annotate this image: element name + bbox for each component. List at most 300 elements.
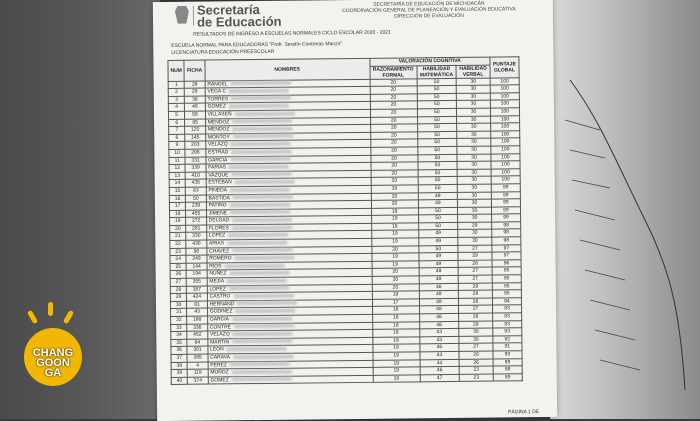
row-puntaje: 91 [493, 343, 522, 351]
row-puntaje: 100 [491, 146, 520, 154]
name-text: VILLASEÑ [207, 111, 232, 118]
row-puntaje: 95 [492, 275, 521, 283]
row-matematica: 50 [418, 245, 458, 253]
row-ficha: 85 [185, 119, 205, 127]
results-table [167, 56, 522, 385]
row-ficha: 4 [187, 362, 207, 370]
row-matematica: 49 [419, 253, 459, 261]
row-matematica: 50 [417, 124, 457, 132]
row-ficha: 194 [187, 270, 207, 278]
row-razonamiento: 19 [373, 367, 420, 375]
row-verbal: 30 [457, 169, 491, 177]
row-puntaje: 89 [493, 374, 522, 382]
row-verbal: 23 [459, 366, 493, 374]
row-ficha: 119 [188, 369, 208, 377]
row-razonamiento: 20 [372, 276, 419, 284]
row-puntaje: 100 [490, 93, 519, 101]
row-ficha: 272 [186, 217, 206, 225]
row-num: 10 [169, 149, 185, 157]
name-text: HERNAND [209, 301, 235, 308]
row-ficha: 58 [185, 111, 205, 119]
brand-title [196, 1, 282, 30]
row-verbal: 30 [457, 116, 491, 124]
row-ficha: 239 [186, 202, 206, 210]
row-razonamiento: 19 [372, 253, 419, 261]
row-puntaje: 100 [490, 85, 519, 93]
redacted-name [232, 248, 292, 253]
row-puntaje: 89 [493, 358, 522, 366]
row-puntaje: 98 [492, 229, 521, 237]
row-puntaje: 95 [492, 290, 521, 298]
row-matematica: 50 [418, 215, 458, 223]
row-matematica: 50 [418, 184, 458, 192]
redacted-name [229, 104, 289, 109]
row-verbal: 30 [457, 138, 491, 146]
row-puntaje: 93 [493, 328, 522, 336]
row-num: 18 [169, 210, 185, 218]
row-ficha: 145 [185, 134, 205, 142]
row-ficha: 28 [185, 81, 205, 89]
col-num: NUM [168, 60, 185, 81]
row-num: 33 [171, 324, 187, 332]
school-name: ESCUELA NORMAL PARA EDUCADORAS "Profr. Serafín Contreras Manzo" [171, 41, 343, 49]
col-puntaje: PUNTAJE GLOBAL [490, 57, 519, 78]
institution-line: COORDINACIÓN GENERAL DE PLANEACIÓN Y EVALUACIÓN EDUCATIVA [342, 6, 516, 15]
row-matematica: 46 [419, 313, 459, 321]
row-puntaje: 100 [490, 77, 519, 85]
name-text: LOPEZ [209, 285, 226, 293]
row-matematica: 50 [418, 177, 458, 185]
row-num: 15 [169, 187, 185, 195]
row-ficha: 455 [186, 210, 206, 218]
redacted-name [230, 271, 290, 276]
row-razonamiento: 20 [370, 78, 417, 86]
row-verbal: 26 [459, 359, 493, 367]
row-ficha: 330 [186, 233, 206, 241]
name-text: DELGAD [208, 217, 230, 224]
row-num: 25 [170, 263, 186, 271]
row-matematica: 50 [418, 207, 458, 215]
row-matematica: 49 [419, 298, 459, 306]
redacted-name [229, 202, 289, 207]
row-matematica: 50 [417, 139, 457, 147]
row-matematica: 46 [419, 321, 459, 329]
name-text: MENDOZ [207, 118, 230, 126]
row-matematica: 50 [417, 116, 457, 124]
name-text: CONTRE [209, 323, 232, 331]
row-verbal: 23 [459, 374, 493, 382]
redacted-name [231, 149, 291, 154]
row-matematica: 48 [419, 268, 459, 276]
row-puntaje: 99 [491, 191, 520, 199]
row-ficha: 64 [187, 339, 207, 347]
redacted-name [224, 263, 284, 268]
row-razonamiento: 19 [371, 208, 418, 216]
row-razonamiento: 19 [371, 238, 418, 246]
row-matematica: 49 [419, 260, 459, 268]
row-razonamiento: 20 [370, 101, 417, 109]
redacted-name [235, 180, 295, 185]
row-matematica: 49 [418, 237, 458, 245]
row-razonamiento: 20 [371, 177, 418, 185]
redacted-name [233, 294, 293, 299]
name-text: PINEDA [208, 187, 228, 194]
results-table-body [168, 77, 522, 384]
row-verbal: 30 [457, 100, 491, 108]
redacted-name [233, 332, 293, 337]
row-matematica: 46 [420, 367, 460, 375]
redacted-name [233, 134, 293, 139]
row-num: 14 [169, 180, 185, 188]
row-verbal: 30 [457, 146, 491, 154]
row-puntaje: 100 [491, 153, 520, 161]
row-puntaje: 100 [491, 131, 520, 139]
row-ficha: 144 [186, 263, 206, 271]
degree-name: LICENCIATURA EDUCACIÓN PREESCOLAR [171, 48, 275, 56]
row-puntaje: 92 [493, 336, 522, 344]
row-matematica: 43 [419, 329, 459, 337]
row-puntaje: 93 [493, 320, 522, 328]
name-text: VELAZQ [209, 331, 230, 338]
row-razonamiento: 19 [373, 375, 420, 383]
row-matematica: 50 [417, 86, 457, 94]
row-verbal: 30 [457, 108, 491, 116]
row-ficha: 43 [187, 308, 207, 316]
name-text: VELAZQ [207, 141, 228, 148]
redacted-name [230, 187, 290, 192]
row-puntaje: 99 [491, 206, 520, 214]
row-puntaje: 99 [491, 214, 520, 222]
row-razonamiento: 19 [371, 215, 418, 223]
row-num: 36 [171, 347, 187, 355]
name-text: CHAVEZ [209, 247, 230, 255]
institution-line: SECRETARÍA DE EDUCACIÓN DE MICHOACÁN [373, 0, 485, 8]
name-text: MENDOZ [207, 126, 230, 133]
row-num: 40 [171, 377, 187, 385]
name-text: CARAVA [210, 354, 231, 361]
row-razonamiento: 18 [372, 306, 419, 314]
row-ficha: 296 [185, 149, 205, 157]
name-text: MONTOY [207, 134, 230, 141]
name-text: VAZQUE [208, 172, 229, 179]
row-puntaje: 100 [491, 138, 520, 146]
row-num: 2 [168, 88, 184, 96]
row-num: 1 [168, 81, 184, 89]
row-matematica: 49 [418, 200, 458, 208]
row-razonamiento: 17 [372, 299, 419, 307]
row-verbal: 30 [458, 192, 492, 200]
row-razonamiento: 20 [371, 162, 418, 170]
row-num: 12 [169, 164, 185, 172]
row-ficha: 50 [186, 195, 206, 203]
row-razonamiento: 20 [370, 109, 417, 117]
redacted-name [237, 301, 297, 306]
redacted-name [230, 157, 290, 162]
brand-title-top: Secretaría [196, 1, 260, 18]
row-matematica: 46 [419, 344, 459, 352]
row-razonamiento: 18 [372, 321, 419, 329]
row-verbal: 30 [457, 123, 491, 131]
row-num: 29 [170, 293, 186, 301]
row-verbal: 29 [458, 252, 492, 260]
row-verbal: 30 [457, 176, 491, 184]
row-ficha: 120 [185, 126, 205, 134]
row-num: 34 [171, 331, 187, 339]
row-matematica: 48 [419, 275, 459, 283]
row-ficha: 331 [185, 157, 205, 165]
row-num: 6 [169, 119, 185, 127]
row-num: 4 [168, 104, 184, 112]
redacted-name [232, 225, 292, 230]
redacted-name [232, 126, 292, 131]
redacted-name [232, 377, 292, 382]
redacted-name [229, 89, 289, 94]
row-ficha: 46 [185, 103, 205, 111]
redacted-name [231, 96, 291, 101]
row-matematica: 46 [419, 283, 459, 291]
row-ficha: 301 [187, 346, 207, 354]
row-matematica: 47 [420, 374, 460, 382]
row-num: 16 [169, 195, 185, 203]
name-text: RANGEL [207, 80, 228, 88]
redacted-name [227, 240, 287, 245]
row-puntaje: 93 [492, 305, 521, 313]
brand-title-bottom: de Educación [196, 13, 282, 30]
row-num: 11 [169, 157, 185, 165]
row-matematica: 50 [418, 222, 458, 230]
row-ficha: 355 [187, 278, 207, 286]
row-verbal: 28 [458, 260, 492, 268]
name-text: BASTIDA [208, 194, 230, 202]
state-seal-icon [175, 6, 189, 24]
name-text: LOPEZ [208, 232, 226, 239]
row-ficha: 188 [187, 316, 207, 324]
row-matematica: 43 [420, 351, 460, 359]
name-text: ARIAS [208, 240, 225, 247]
row-num: 17 [169, 202, 185, 210]
row-razonamiento: 20 [370, 94, 417, 102]
row-verbal: 29 [459, 313, 493, 321]
row-num: 8 [169, 134, 185, 142]
name-text: JIMENE [208, 210, 228, 217]
row-verbal: 30 [458, 230, 492, 238]
row-ficha: 374 [188, 377, 208, 385]
row-ficha: 29 [185, 88, 205, 96]
row-num: 3 [168, 96, 184, 104]
row-verbal: 30 [457, 184, 491, 192]
row-verbal: 30 [457, 131, 491, 139]
row-verbal: 27 [459, 343, 493, 351]
institution-lines [319, 0, 539, 20]
row-ficha: 336 [187, 324, 207, 332]
changoonga-watermark-logo: CHANG GOON GA [18, 292, 86, 412]
row-razonamiento: 19 [371, 185, 418, 193]
row-num: 39 [171, 369, 187, 377]
row-razonamiento: 20 [370, 86, 417, 94]
row-verbal: 30 [456, 85, 490, 93]
row-num: 23 [170, 248, 186, 256]
redacted-name [228, 233, 288, 238]
row-puntaje: 98 [492, 237, 521, 245]
row-razonamiento: 19 [371, 230, 418, 238]
row-matematica: 50 [417, 101, 457, 109]
redacted-name [229, 286, 289, 291]
row-matematica: 48 [419, 291, 459, 299]
row-puntaje: 95 [492, 267, 521, 275]
name-text: ROMERO [209, 255, 232, 262]
row-num: 22 [170, 240, 186, 248]
row-razonamiento: 18 [373, 337, 420, 345]
row-num: 27 [170, 278, 186, 286]
row-razonamiento: 20 [371, 154, 418, 162]
redacted-name [233, 354, 293, 359]
row-ficha: 81 [187, 301, 207, 309]
row-ficha: 452 [187, 331, 207, 339]
row-puntaje: 94 [492, 298, 521, 306]
name-text: GOMEZ [207, 103, 226, 110]
name-text: ESTRAD [208, 149, 229, 156]
row-verbal: 30 [458, 207, 492, 215]
row-razonamiento: 20 [371, 170, 418, 178]
row-ficha: 424 [187, 293, 207, 301]
row-verbal: 30 [458, 237, 492, 245]
row-razonamiento: 18 [372, 329, 419, 337]
row-verbal: 29 [459, 283, 493, 291]
row-verbal: 29 [458, 222, 492, 230]
row-num: 9 [169, 142, 185, 150]
col-valoracion: VALORACIÓN COGNITIVA [370, 57, 490, 66]
row-num: 31 [171, 309, 187, 317]
page-number: PÁGINA 1 DE [507, 409, 540, 416]
row-puntaje: 98 [491, 222, 520, 230]
redacted-name [235, 256, 295, 261]
row-puntaje: 100 [491, 168, 520, 176]
redacted-name [227, 347, 287, 352]
row-puntaje: 97 [492, 252, 521, 260]
row-puntaje: 97 [492, 244, 521, 252]
row-ficha: 435 [186, 179, 206, 187]
row-puntaje: 100 [491, 176, 520, 184]
name-text: PEREZ [210, 361, 227, 369]
row-matematica: 43 [419, 336, 459, 344]
row-num: 7 [169, 126, 185, 134]
name-text: MARTIN [210, 339, 230, 346]
row-puntaje: 100 [490, 108, 519, 116]
name-text: ESTEBAN [208, 179, 232, 186]
redacted-name [232, 119, 292, 124]
row-verbal: 30 [459, 336, 493, 344]
name-text: RIOS [209, 263, 222, 270]
row-num: 13 [169, 172, 185, 180]
row-ficha: 339 [185, 164, 205, 172]
row-razonamiento: 19 [372, 261, 419, 269]
redacted-name [229, 164, 289, 169]
row-matematica: 50 [418, 169, 458, 177]
row-ficha: 430 [186, 240, 206, 248]
row-num: 35 [171, 339, 187, 347]
row-num: 28 [170, 286, 186, 294]
row-puntaje: 93 [492, 313, 521, 321]
row-ficha: 385 [187, 354, 207, 362]
row-matematica: 50 [417, 154, 457, 162]
row-razonamiento: 19 [373, 352, 420, 360]
row-nombre [208, 375, 373, 384]
name-text: GARCIA [209, 316, 230, 323]
row-razonamiento: 19 [372, 291, 419, 299]
row-num: 32 [171, 316, 187, 324]
row-verbal: 30 [459, 328, 493, 336]
redacted-name [231, 142, 291, 147]
name-text: PATIÑO [208, 202, 227, 209]
row-puntaje: 95 [492, 282, 521, 290]
name-text: TORRES [207, 96, 229, 103]
row-verbal: 30 [456, 78, 490, 86]
row-verbal: 30 [458, 214, 492, 222]
document-header [153, 0, 553, 48]
redacted-name [232, 316, 292, 321]
row-ficha: 203 [185, 141, 205, 149]
row-matematica: 50 [417, 93, 457, 101]
name-text: MEJIA [209, 278, 225, 285]
row-razonamiento: 20 [372, 245, 419, 253]
redacted-name [234, 324, 294, 329]
row-num: 37 [171, 354, 187, 362]
row-num: 20 [170, 225, 186, 233]
row-puntaje: 100 [490, 100, 519, 108]
redacted-name [230, 362, 290, 367]
row-verbal: 30 [457, 93, 491, 101]
row-verbal: 28 [459, 290, 493, 298]
row-puntaje: 90 [493, 351, 522, 359]
row-ficha: 83 [186, 187, 206, 195]
row-razonamiento: 18 [373, 344, 420, 352]
row-verbal: 30 [457, 161, 491, 169]
row-num: 26 [170, 271, 186, 279]
row-num: 19 [170, 218, 186, 226]
row-puntaje: 99 [491, 199, 520, 207]
redacted-name [235, 309, 295, 314]
name-text: LEON [210, 346, 224, 353]
row-puntaje: 96 [492, 260, 521, 268]
row-verbal: 27 [458, 268, 492, 276]
name-text: FLORES [208, 225, 229, 232]
name-text: MUÑOZ [210, 369, 229, 376]
row-matematica: 49 [418, 230, 458, 238]
row-num: 5 [168, 111, 184, 119]
col-nombres: NOMBRES [205, 58, 370, 80]
row-razonamiento: 20 [370, 132, 417, 140]
col-ficha: FICHA [184, 60, 204, 81]
row-puntaje: 88 [493, 366, 522, 374]
name-text: FARIAS [208, 164, 227, 171]
col-verbal: HABILIDAD VERBAL [456, 65, 490, 78]
row-razonamiento: 19 [371, 223, 418, 231]
row-ficha: 36 [185, 96, 205, 104]
row-matematica: 48 [419, 306, 459, 314]
name-text: CASTRO [209, 293, 231, 300]
row-verbal: 29 [459, 321, 493, 329]
name-text: NUÑEZ [209, 270, 227, 277]
row-ficha: 410 [185, 172, 205, 180]
row-verbal: 28 [459, 351, 493, 359]
col-razonamiento: RAZONAMIENTO FORMAL [370, 65, 417, 78]
redacted-name [235, 111, 295, 116]
name-text: GODINEZ [209, 308, 233, 315]
row-razonamiento: 18 [372, 314, 419, 322]
row-ficha: 281 [186, 225, 206, 233]
row-razonamiento: 20 [370, 139, 417, 147]
row-razonamiento: 20 [372, 283, 419, 291]
